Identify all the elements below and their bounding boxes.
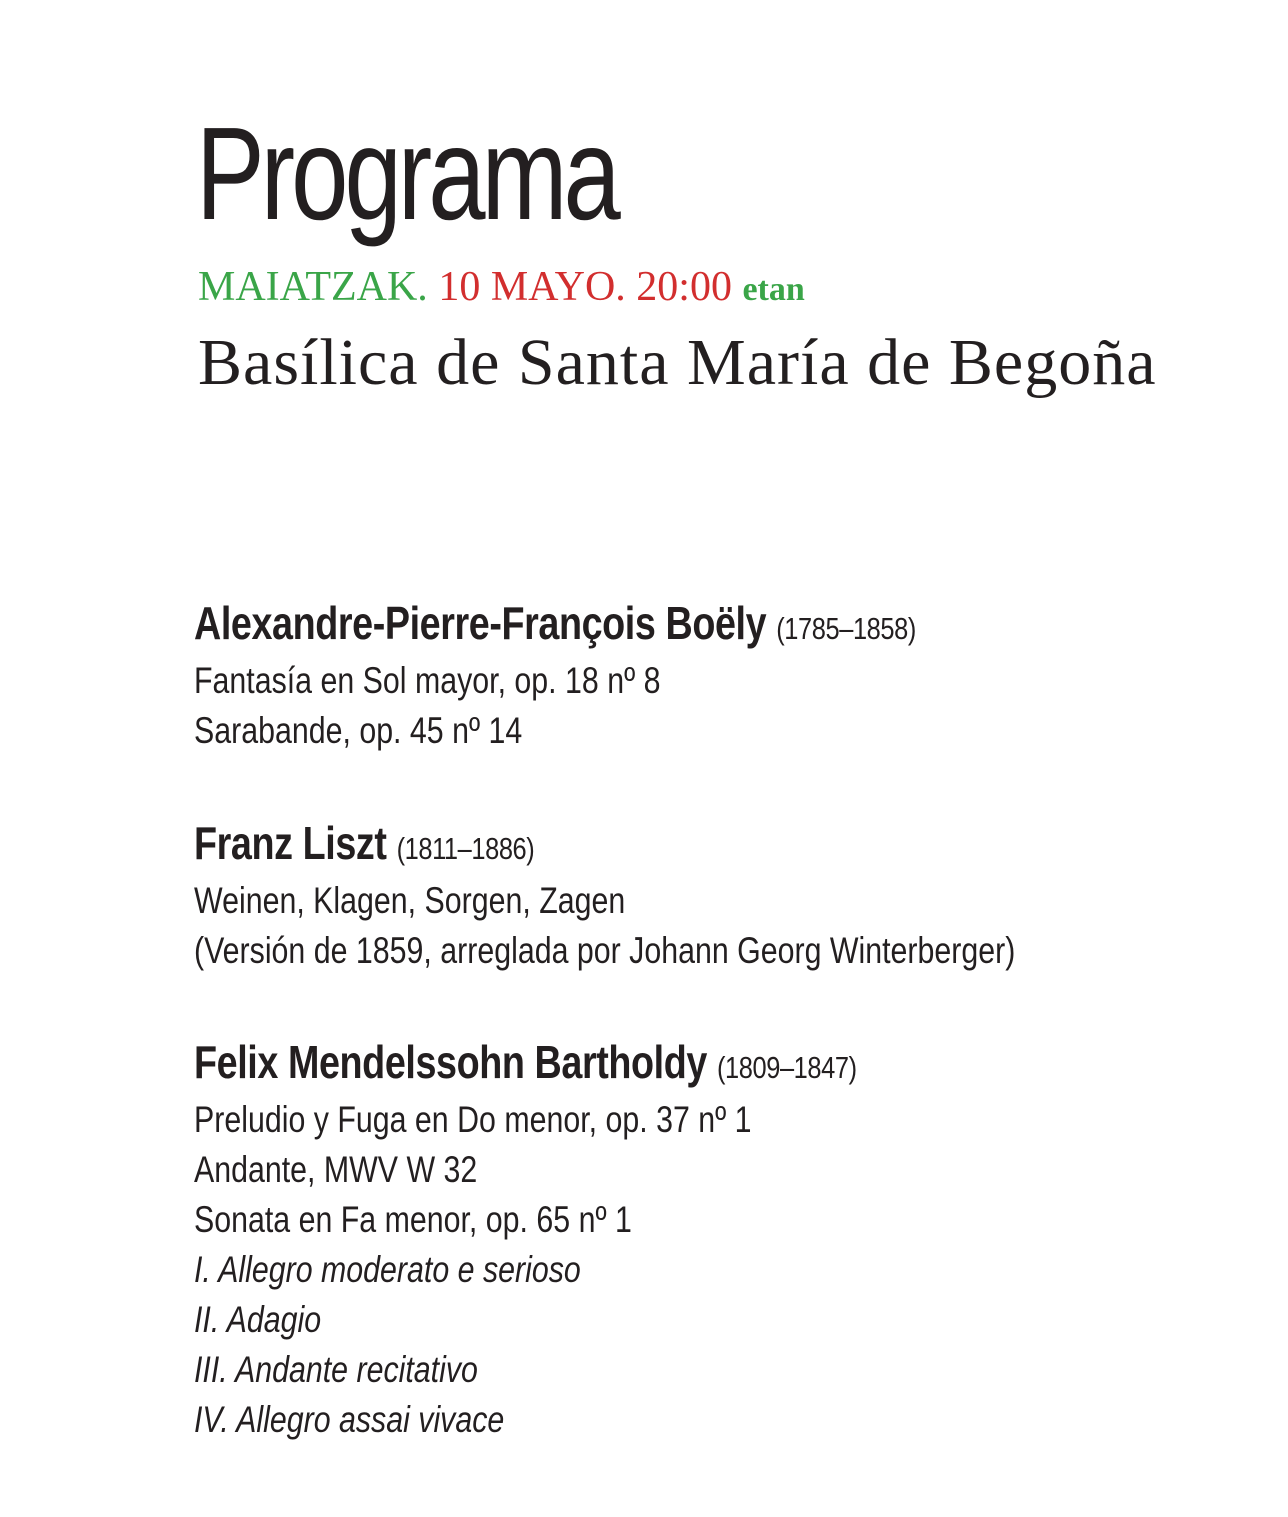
composer-name: Alexandre-Pierre-François Boëly xyxy=(194,597,767,649)
date-basque-month: MAIATZAK. xyxy=(198,264,428,310)
program-section-liszt xyxy=(194,816,1015,976)
concert-date xyxy=(198,266,805,308)
composer-dates: (1811–1886) xyxy=(396,831,535,866)
composer-heading xyxy=(194,816,1015,876)
movement-title: IV. Allegro assai vivace xyxy=(194,1399,505,1440)
composer-dates: (1809–1847) xyxy=(716,1050,857,1085)
composer-heading xyxy=(194,1035,857,1095)
work-title: Sonata en Fa menor, op. 65 nº 1 xyxy=(194,1199,632,1240)
composer-name: Franz Liszt xyxy=(194,817,387,869)
composer-heading xyxy=(194,596,916,656)
movement-title: III. Andante recitativo xyxy=(194,1349,478,1390)
work-title: Sarabande, op. 45 nº 14 xyxy=(194,710,523,751)
composer-dates: (1785–1858) xyxy=(776,611,916,646)
page-title: Programa xyxy=(196,100,617,247)
composer-name: Felix Mendelssohn Bartholdy xyxy=(194,1036,707,1088)
date-suffix: etan xyxy=(742,271,805,308)
date-time: 20:00 xyxy=(636,264,732,310)
work-note: (Versión de 1859, arreglada por Johann Georg Winterberger) xyxy=(194,930,1016,971)
movement-title: II. Adagio xyxy=(194,1299,322,1340)
program-section-mendelssohn xyxy=(194,1035,857,1445)
venue: Basílica de Santa María de Begoña xyxy=(198,326,1157,399)
program-section-boely xyxy=(194,596,916,756)
work-title: Andante, MWV W 32 xyxy=(194,1149,478,1190)
date-day-month: 10 MAYO. xyxy=(438,264,626,310)
movement-title: I. Allegro moderato e serioso xyxy=(194,1249,581,1290)
work-title: Weinen, Klagen, Sorgen, Zagen xyxy=(194,880,626,921)
work-title: Fantasía en Sol mayor, op. 18 nº 8 xyxy=(194,660,661,701)
work-title: Preludio y Fuga en Do menor, op. 37 nº 1 xyxy=(194,1099,752,1140)
